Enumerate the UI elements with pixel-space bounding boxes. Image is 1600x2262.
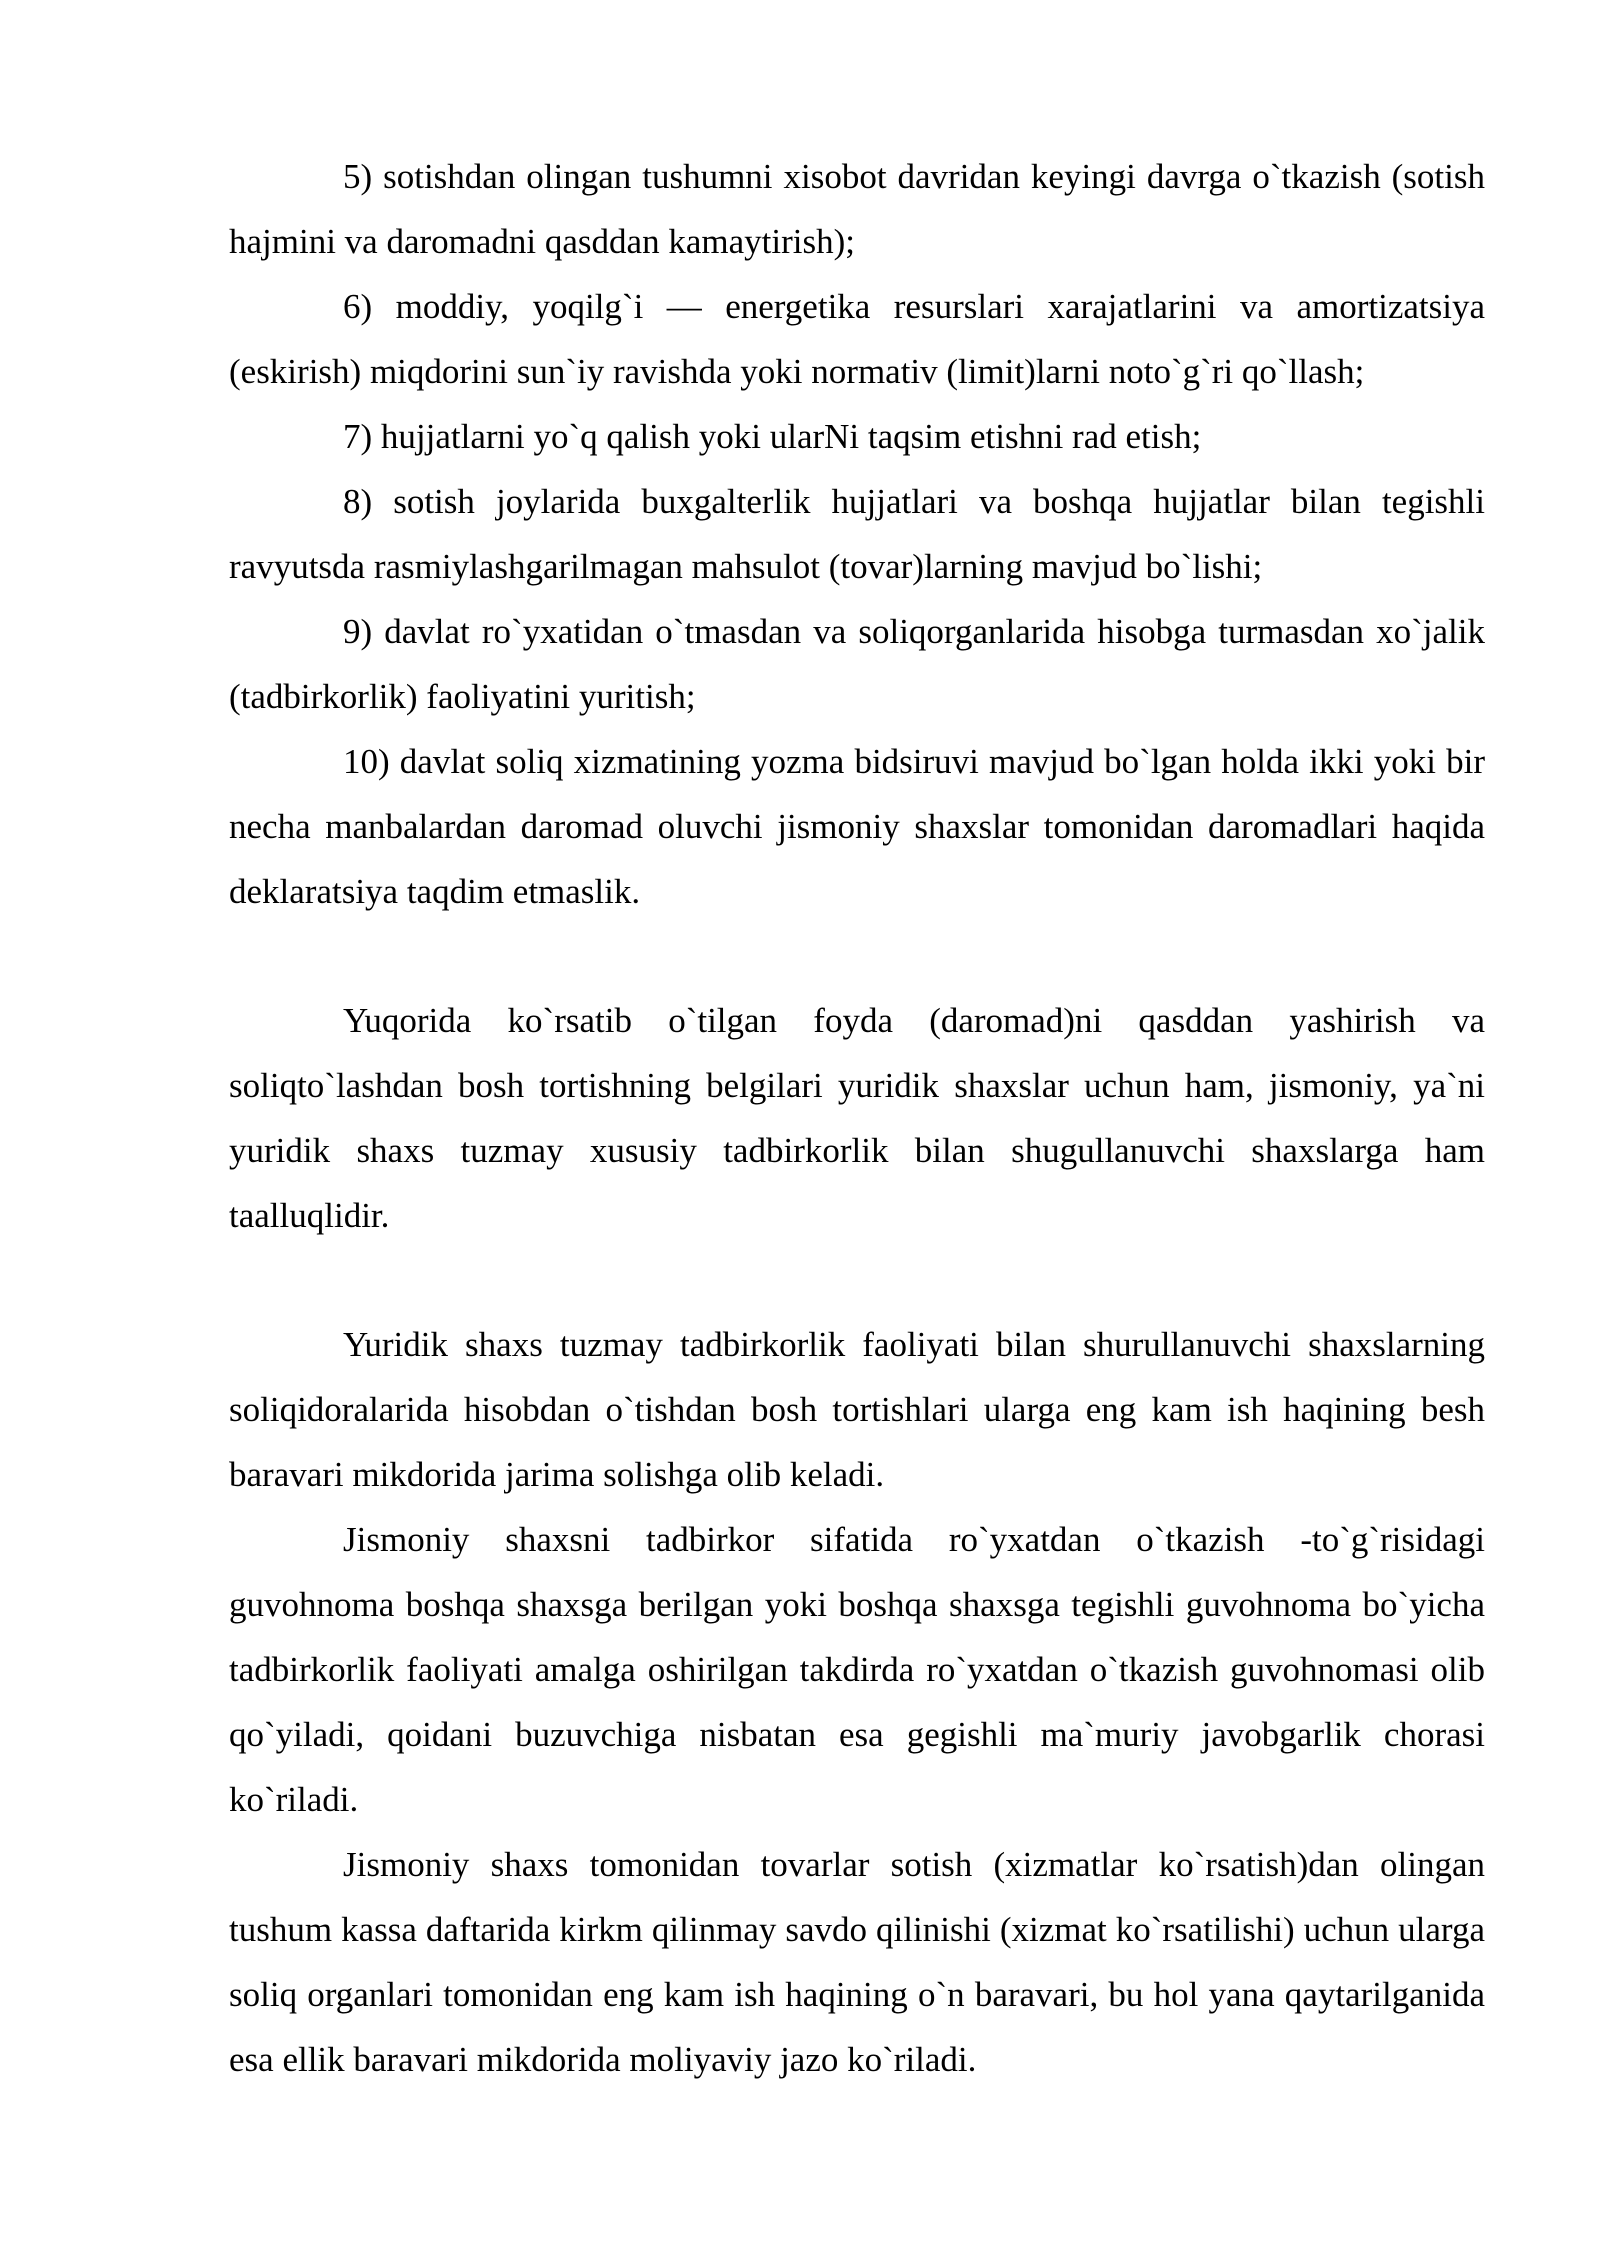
list-item-8: 8) sotish joylarida buxgalterlik hujjatlari va boshqa hujjatlar bilan tegishli ravyutsda rasmiylashgarilmagan mahsulot (tovar)larning mavjud bo`lishi; [229,482,1485,586]
list-item-6: 6) moddiy, yoqilg`i — energetika resurslari xarajatlarini va amortizatsiya (eskirish) miqdorini sun`iy ravishda yoki normativ (limit)larni noto`g`ri qo`llash; [229,287,1485,391]
paragraph-signs-of-concealment: Yuqorida ko`rsatib o`tilgan foyda (daromad)ni qasddan yashirish va soliqto`lashdan bosh tortishning belgilari yuridik shaxslar uchun ham, jismoniy, ya`ni yuridik shaxs tuzmay xususiy tadbirkorlik bilan shugullanuvchi shaxslarga ham taalluqlidir. [229,1001,1485,1235]
list-item-9: 9) davlat ro`yxatidan o`tmasdan va soliqorganlarida hisobga turmasdan xo`jalik (tadbirkorlik) faoliyatini yuritish; [229,612,1485,716]
paragraph-individual-entrepreneur-fine: Yuridik shaxs tuzmay tadbirkorlik faoliyati bilan shurullanuvchi shaxslarning soliqidoralarida hisobdan o`tishdan bosh tortishlari ularga eng kam ish haqining besh baravari mikdorida jarima solishga olib keladi. [229,1325,1485,1494]
page-body [229,144,1485,2092]
list-item-7: 7) hujjatlarni yo`q qalish yoki ularNi taqsim etishni rad etish; [343,417,1202,456]
paragraph-cash-register-penalty: Jismoniy shaxs tomonidan tovarlar sotish (xizmatlar ko`rsatish)dan olingan tushum kassa daftarida kirkm qilinmay savdo qilinishi (xizmat ko`rsatilishi) uchun ularga soliq organlari tomonidan eng kam ish haqining o`n baravari, bu hol yana qaytarilganida esa ellik baravari mikdorida moliyaviy jazo ko`riladi. [229,1845,1485,2079]
list-item-5: 5) sotishdan olingan tushumni xisobot davridan keyingi davrga o`tkazish (sotish hajmini va daromadni qasddan kamaytirish); [229,157,1485,261]
paragraph-certificate-revocation: Jismoniy shaxsni tadbirkor sifatida ro`yxatdan o`tkazish -to`g`risidagi guvohnoma boshqa shaxsga berilgan yoki boshqa shaxsga tegishli guvohnoma bo`yicha tadbirkorlik faoliyati amalga oshirilgan takdirda ro`yxatdan o`tkazish guvohnomasi olib qo`yiladi, qoidani buzuvchiga nisbatan esa gegishli ma`muriy javobgarlik chorasi ko`riladi. [229,1520,1485,1819]
list-item-10: 10) davlat soliq xizmatining yozma bidsiruvi mavjud bo`lgan holda ikki yoki bir necha manbalardan daromad oluvchi jismoniy shaxslar tomonidan daromadlari haqida deklaratsiya taqdim etmaslik. [229,742,1485,911]
